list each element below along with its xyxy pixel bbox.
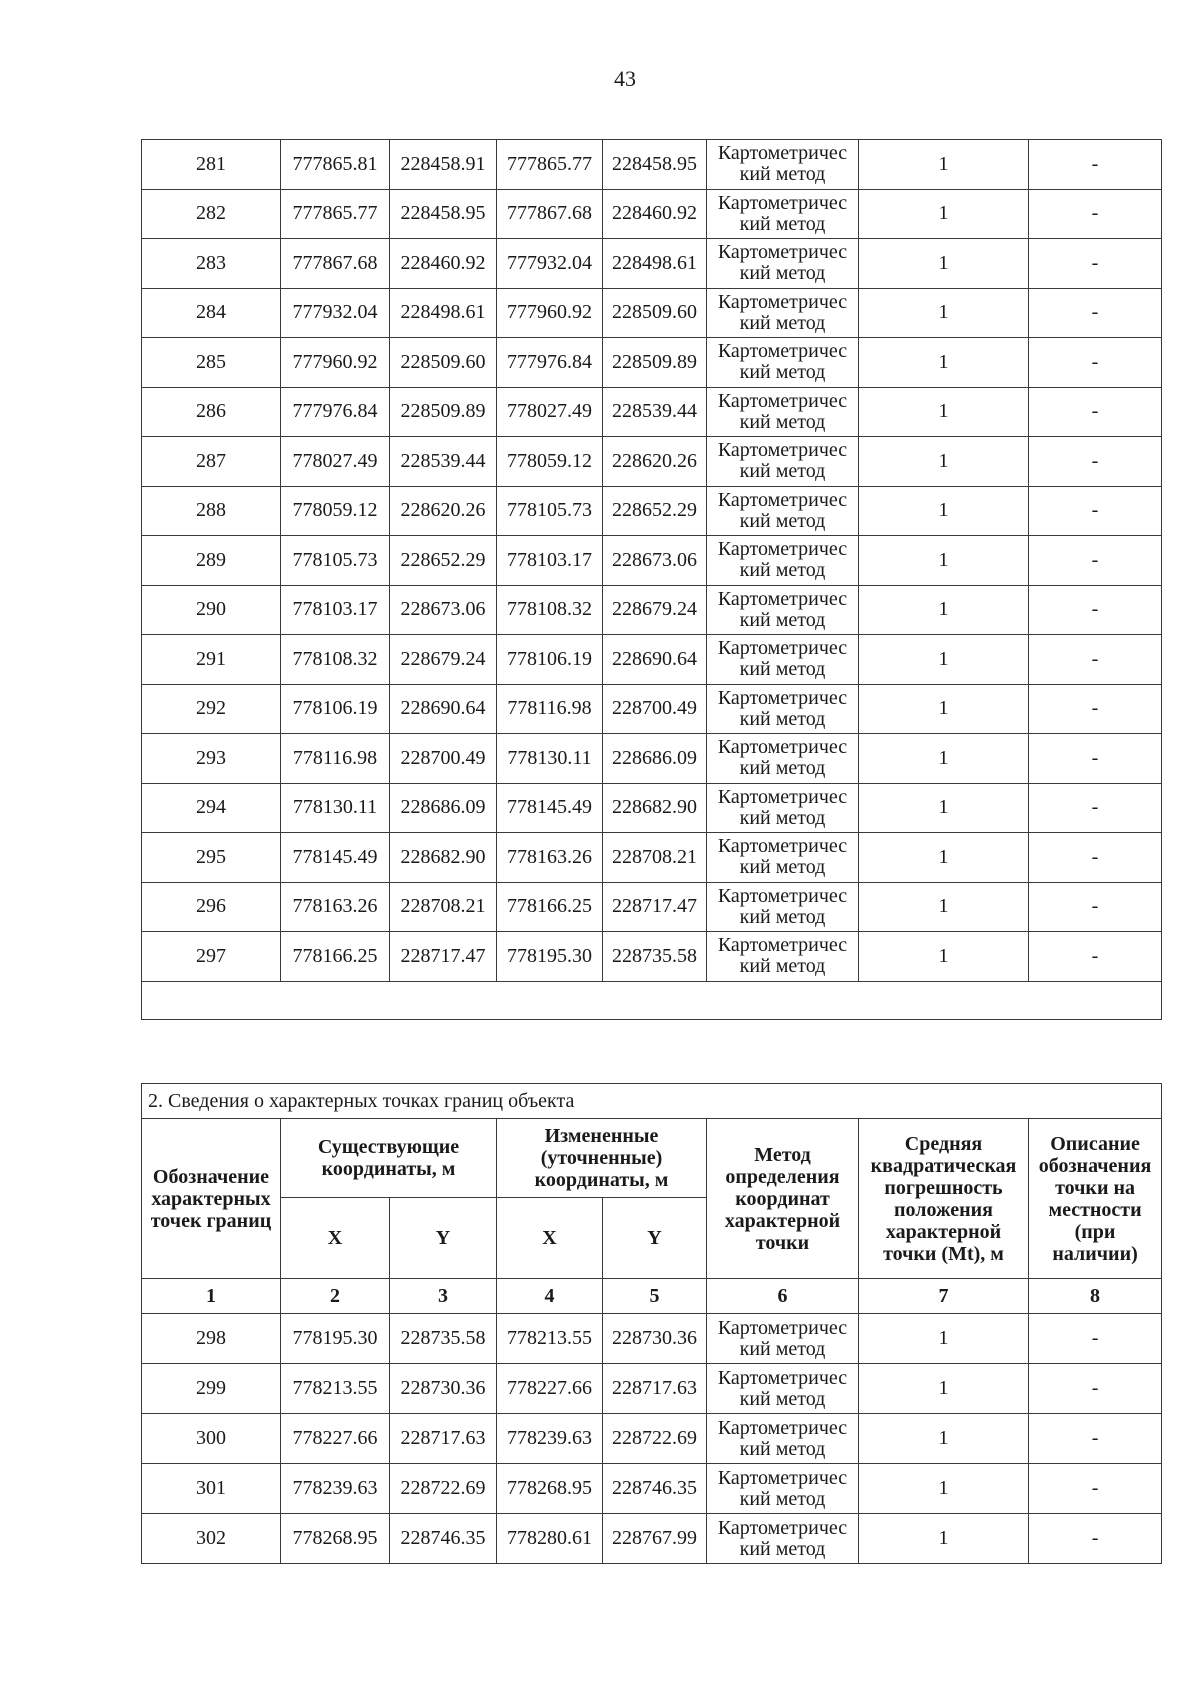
table-row: [142, 684, 1162, 734]
existing-x-cell: 778239.63: [281, 1464, 390, 1514]
changed-x-cell: 778166.25: [497, 882, 603, 932]
header-existing-y: Y: [390, 1198, 497, 1279]
changed-x-cell: 778227.66: [497, 1364, 603, 1414]
changed-x-cell: 777960.92: [497, 288, 603, 338]
mean-square-error-cell: 1: [859, 833, 1029, 883]
existing-x-cell: 778213.55: [281, 1364, 390, 1414]
existing-x-cell: 778195.30: [281, 1314, 390, 1364]
existing-x-cell: 778116.98: [281, 734, 390, 784]
changed-y-cell: 228679.24: [603, 585, 707, 635]
method-cell: Картометричес кий метод: [707, 932, 859, 982]
mean-square-error-cell: 1: [859, 684, 1029, 734]
mean-square-error-cell: 1: [859, 783, 1029, 833]
table-row: [142, 833, 1162, 883]
description-cell: -: [1029, 783, 1162, 833]
mean-square-error-cell: 1: [859, 486, 1029, 536]
mean-square-error-cell: 1: [859, 1364, 1029, 1414]
existing-y-cell: 228498.61: [390, 288, 497, 338]
existing-x-cell: 778130.11: [281, 783, 390, 833]
method-cell: Картометричес кий метод: [707, 1514, 859, 1564]
existing-y-cell: 228708.21: [390, 882, 497, 932]
changed-y-cell: 228746.35: [603, 1464, 707, 1514]
changed-x-cell: 777932.04: [497, 239, 603, 289]
table-row: [142, 189, 1162, 239]
changed-x-cell: 778268.95: [497, 1464, 603, 1514]
table-row: [142, 1464, 1162, 1514]
method-cell: Картометричес кий метод: [707, 585, 859, 635]
mean-square-error-cell: 1: [859, 585, 1029, 635]
existing-x-cell: 778103.17: [281, 585, 390, 635]
changed-y-cell: 228460.92: [603, 189, 707, 239]
existing-x-cell: 777932.04: [281, 288, 390, 338]
existing-y-cell: 228458.95: [390, 189, 497, 239]
method-cell: Картометричес кий метод: [707, 833, 859, 883]
changed-y-cell: 228717.63: [603, 1364, 707, 1414]
method-cell: Картометричес кий метод: [707, 387, 859, 437]
changed-y-cell: 228682.90: [603, 783, 707, 833]
existing-y-cell: 228460.92: [390, 239, 497, 289]
description-cell: -: [1029, 684, 1162, 734]
header-changed-y: Y: [603, 1198, 707, 1279]
description-cell: -: [1029, 536, 1162, 586]
header-description: Описание обозначения точки на местности (при наличии): [1029, 1119, 1162, 1279]
point-id-cell: 281: [142, 140, 281, 190]
existing-y-cell: 228509.60: [390, 338, 497, 388]
point-id-cell: 290: [142, 585, 281, 635]
existing-x-cell: 777865.77: [281, 189, 390, 239]
table-row: [142, 338, 1162, 388]
point-id-cell: 296: [142, 882, 281, 932]
changed-x-cell: 778105.73: [497, 486, 603, 536]
mean-square-error-cell: 1: [859, 239, 1029, 289]
changed-y-cell: 228708.21: [603, 833, 707, 883]
method-cell: Картометричес кий метод: [707, 536, 859, 586]
mean-square-error-cell: 1: [859, 387, 1029, 437]
mean-square-error-cell: 1: [859, 536, 1029, 586]
point-id-cell: 302: [142, 1514, 281, 1564]
table-section-title: 2. Сведения о характерных точках границ объекта: [142, 1084, 1162, 1119]
description-cell: -: [1029, 635, 1162, 685]
description-cell: -: [1029, 1514, 1162, 1564]
table-row: [142, 140, 1162, 190]
existing-x-cell: 778105.73: [281, 536, 390, 586]
changed-x-cell: 778195.30: [497, 932, 603, 982]
column-number: 7: [859, 1279, 1029, 1314]
existing-y-cell: 228722.69: [390, 1464, 497, 1514]
changed-y-cell: 228722.69: [603, 1414, 707, 1464]
table-row: [142, 437, 1162, 487]
method-cell: Картометричес кий метод: [707, 684, 859, 734]
method-cell: Картометричес кий метод: [707, 486, 859, 536]
point-id-cell: 288: [142, 486, 281, 536]
description-cell: -: [1029, 734, 1162, 784]
existing-y-cell: 228620.26: [390, 486, 497, 536]
column-number: 6: [707, 1279, 859, 1314]
changed-y-cell: 228539.44: [603, 387, 707, 437]
coordinates-table-continuation: [141, 139, 1162, 1020]
description-cell: -: [1029, 387, 1162, 437]
mean-square-error-cell: 1: [859, 1414, 1029, 1464]
table-row: [142, 734, 1162, 784]
table-row: [142, 1514, 1162, 1564]
table-row: [142, 882, 1162, 932]
changed-y-cell: 228458.95: [603, 140, 707, 190]
description-cell: -: [1029, 932, 1162, 982]
existing-y-cell: 228539.44: [390, 437, 497, 487]
method-cell: Картометричес кий метод: [707, 1414, 859, 1464]
point-id-cell: 283: [142, 239, 281, 289]
header-mean-square-error: Средняя квадратическая погрешность положения характерной точки (Mt), м: [859, 1119, 1029, 1279]
table-row: [142, 387, 1162, 437]
changed-y-cell: 228652.29: [603, 486, 707, 536]
description-cell: -: [1029, 1364, 1162, 1414]
table-row: [142, 783, 1162, 833]
mean-square-error-cell: 1: [859, 635, 1029, 685]
changed-x-cell: 778130.11: [497, 734, 603, 784]
existing-x-cell: 778268.95: [281, 1514, 390, 1564]
existing-y-cell: 228735.58: [390, 1314, 497, 1364]
existing-y-cell: 228717.47: [390, 932, 497, 982]
changed-x-cell: 777865.77: [497, 140, 603, 190]
point-id-cell: 294: [142, 783, 281, 833]
changed-x-cell: 777867.68: [497, 189, 603, 239]
changed-y-cell: 228767.99: [603, 1514, 707, 1564]
changed-x-cell: 778106.19: [497, 635, 603, 685]
empty-row: [142, 981, 1162, 1019]
description-cell: -: [1029, 437, 1162, 487]
existing-x-cell: 778106.19: [281, 684, 390, 734]
header-designation: Обозначение характерных точек границ: [142, 1119, 281, 1279]
method-cell: Картометричес кий метод: [707, 734, 859, 784]
point-id-cell: 284: [142, 288, 281, 338]
page-number: 43: [614, 66, 636, 91]
method-cell: Картометричес кий метод: [707, 635, 859, 685]
point-id-cell: 295: [142, 833, 281, 883]
column-number: 1: [142, 1279, 281, 1314]
changed-y-cell: 228690.64: [603, 635, 707, 685]
method-cell: Картометричес кий метод: [707, 338, 859, 388]
changed-x-cell: 777976.84: [497, 338, 603, 388]
mean-square-error-cell: 1: [859, 338, 1029, 388]
description-cell: -: [1029, 1414, 1162, 1464]
table-row: [142, 486, 1162, 536]
existing-y-cell: 228717.63: [390, 1414, 497, 1464]
changed-x-cell: 778108.32: [497, 585, 603, 635]
changed-y-cell: 228620.26: [603, 437, 707, 487]
point-id-cell: 286: [142, 387, 281, 437]
existing-x-cell: 778163.26: [281, 882, 390, 932]
method-cell: Картометричес кий метод: [707, 1464, 859, 1514]
changed-x-cell: 778280.61: [497, 1514, 603, 1564]
description-cell: -: [1029, 140, 1162, 190]
point-id-cell: 298: [142, 1314, 281, 1364]
boundary-points-table: [141, 1083, 1162, 1564]
existing-y-cell: 228700.49: [390, 734, 497, 784]
method-cell: Картометричес кий метод: [707, 1364, 859, 1414]
method-cell: Картометричес кий метод: [707, 437, 859, 487]
column-number: 5: [603, 1279, 707, 1314]
existing-x-cell: 778145.49: [281, 833, 390, 883]
changed-y-cell: 228673.06: [603, 536, 707, 586]
mean-square-error-cell: 1: [859, 932, 1029, 982]
method-cell: Картометричес кий метод: [707, 189, 859, 239]
changed-x-cell: 778163.26: [497, 833, 603, 883]
point-id-cell: 285: [142, 338, 281, 388]
existing-y-cell: 228652.29: [390, 536, 497, 586]
changed-x-cell: 778027.49: [497, 387, 603, 437]
changed-y-cell: 228686.09: [603, 734, 707, 784]
column-number: 2: [281, 1279, 390, 1314]
description-cell: -: [1029, 189, 1162, 239]
existing-x-cell: 777867.68: [281, 239, 390, 289]
point-id-cell: 299: [142, 1364, 281, 1414]
mean-square-error-cell: 1: [859, 734, 1029, 784]
changed-x-cell: 778213.55: [497, 1314, 603, 1364]
existing-y-cell: 228679.24: [390, 635, 497, 685]
table-row: [142, 288, 1162, 338]
point-id-cell: 289: [142, 536, 281, 586]
changed-x-cell: 778103.17: [497, 536, 603, 586]
existing-y-cell: 228746.35: [390, 1514, 497, 1564]
empty-cell: [142, 981, 1162, 1019]
changed-y-cell: 228509.89: [603, 338, 707, 388]
header-method: Метод определения координат характерной точки: [707, 1119, 859, 1279]
changed-x-cell: 778116.98: [497, 684, 603, 734]
existing-x-cell: 777960.92: [281, 338, 390, 388]
header-existing-coordinates: Существующие координаты, м: [281, 1119, 497, 1198]
existing-x-cell: 777976.84: [281, 387, 390, 437]
changed-y-cell: 228735.58: [603, 932, 707, 982]
header-changed-coordinates: Измененные (уточненные) координаты, м: [497, 1119, 707, 1198]
column-number: 3: [390, 1279, 497, 1314]
changed-x-cell: 778145.49: [497, 783, 603, 833]
description-cell: -: [1029, 338, 1162, 388]
existing-y-cell: 228509.89: [390, 387, 497, 437]
method-cell: Картометричес кий метод: [707, 239, 859, 289]
existing-y-cell: 228682.90: [390, 833, 497, 883]
description-cell: -: [1029, 882, 1162, 932]
mean-square-error-cell: 1: [859, 1464, 1029, 1514]
table-row: [142, 239, 1162, 289]
method-cell: Картометричес кий метод: [707, 1314, 859, 1364]
point-id-cell: 282: [142, 189, 281, 239]
table-row: [142, 585, 1162, 635]
method-cell: Картометричес кий метод: [707, 288, 859, 338]
existing-y-cell: 228690.64: [390, 684, 497, 734]
existing-y-cell: 228458.91: [390, 140, 497, 190]
description-cell: -: [1029, 833, 1162, 883]
description-cell: -: [1029, 1464, 1162, 1514]
header-changed-x: X: [497, 1198, 603, 1279]
existing-y-cell: 228730.36: [390, 1364, 497, 1414]
changed-y-cell: 228700.49: [603, 684, 707, 734]
mean-square-error-cell: 1: [859, 437, 1029, 487]
point-id-cell: 287: [142, 437, 281, 487]
existing-x-cell: 778166.25: [281, 932, 390, 982]
description-cell: -: [1029, 1314, 1162, 1364]
point-id-cell: 300: [142, 1414, 281, 1464]
mean-square-error-cell: 1: [859, 882, 1029, 932]
point-id-cell: 293: [142, 734, 281, 784]
existing-x-cell: 778227.66: [281, 1414, 390, 1464]
description-cell: -: [1029, 486, 1162, 536]
changed-x-cell: 778059.12: [497, 437, 603, 487]
point-id-cell: 301: [142, 1464, 281, 1514]
column-number: 4: [497, 1279, 603, 1314]
mean-square-error-cell: 1: [859, 1514, 1029, 1564]
changed-y-cell: 228498.61: [603, 239, 707, 289]
mean-square-error-cell: 1: [859, 288, 1029, 338]
changed-y-cell: 228717.47: [603, 882, 707, 932]
existing-y-cell: 228686.09: [390, 783, 497, 833]
method-cell: Картометричес кий метод: [707, 140, 859, 190]
mean-square-error-cell: 1: [859, 1314, 1029, 1364]
point-id-cell: 297: [142, 932, 281, 982]
point-id-cell: 291: [142, 635, 281, 685]
table-row: [142, 1314, 1162, 1364]
mean-square-error-cell: 1: [859, 189, 1029, 239]
description-cell: -: [1029, 239, 1162, 289]
changed-y-cell: 228730.36: [603, 1314, 707, 1364]
mean-square-error-cell: 1: [859, 140, 1029, 190]
existing-x-cell: 778108.32: [281, 635, 390, 685]
column-number: 8: [1029, 1279, 1162, 1314]
table-row: [142, 1364, 1162, 1414]
existing-x-cell: 778059.12: [281, 486, 390, 536]
changed-x-cell: 778239.63: [497, 1414, 603, 1464]
header-existing-x: X: [281, 1198, 390, 1279]
table-row: [142, 536, 1162, 586]
point-id-cell: 292: [142, 684, 281, 734]
description-cell: -: [1029, 288, 1162, 338]
table-row: [142, 635, 1162, 685]
existing-x-cell: 777865.81: [281, 140, 390, 190]
existing-y-cell: 228673.06: [390, 585, 497, 635]
method-cell: Картометричес кий метод: [707, 783, 859, 833]
table-row: [142, 932, 1162, 982]
changed-y-cell: 228509.60: [603, 288, 707, 338]
description-cell: -: [1029, 585, 1162, 635]
table-row: [142, 1414, 1162, 1464]
existing-x-cell: 778027.49: [281, 437, 390, 487]
method-cell: Картометричес кий метод: [707, 882, 859, 932]
